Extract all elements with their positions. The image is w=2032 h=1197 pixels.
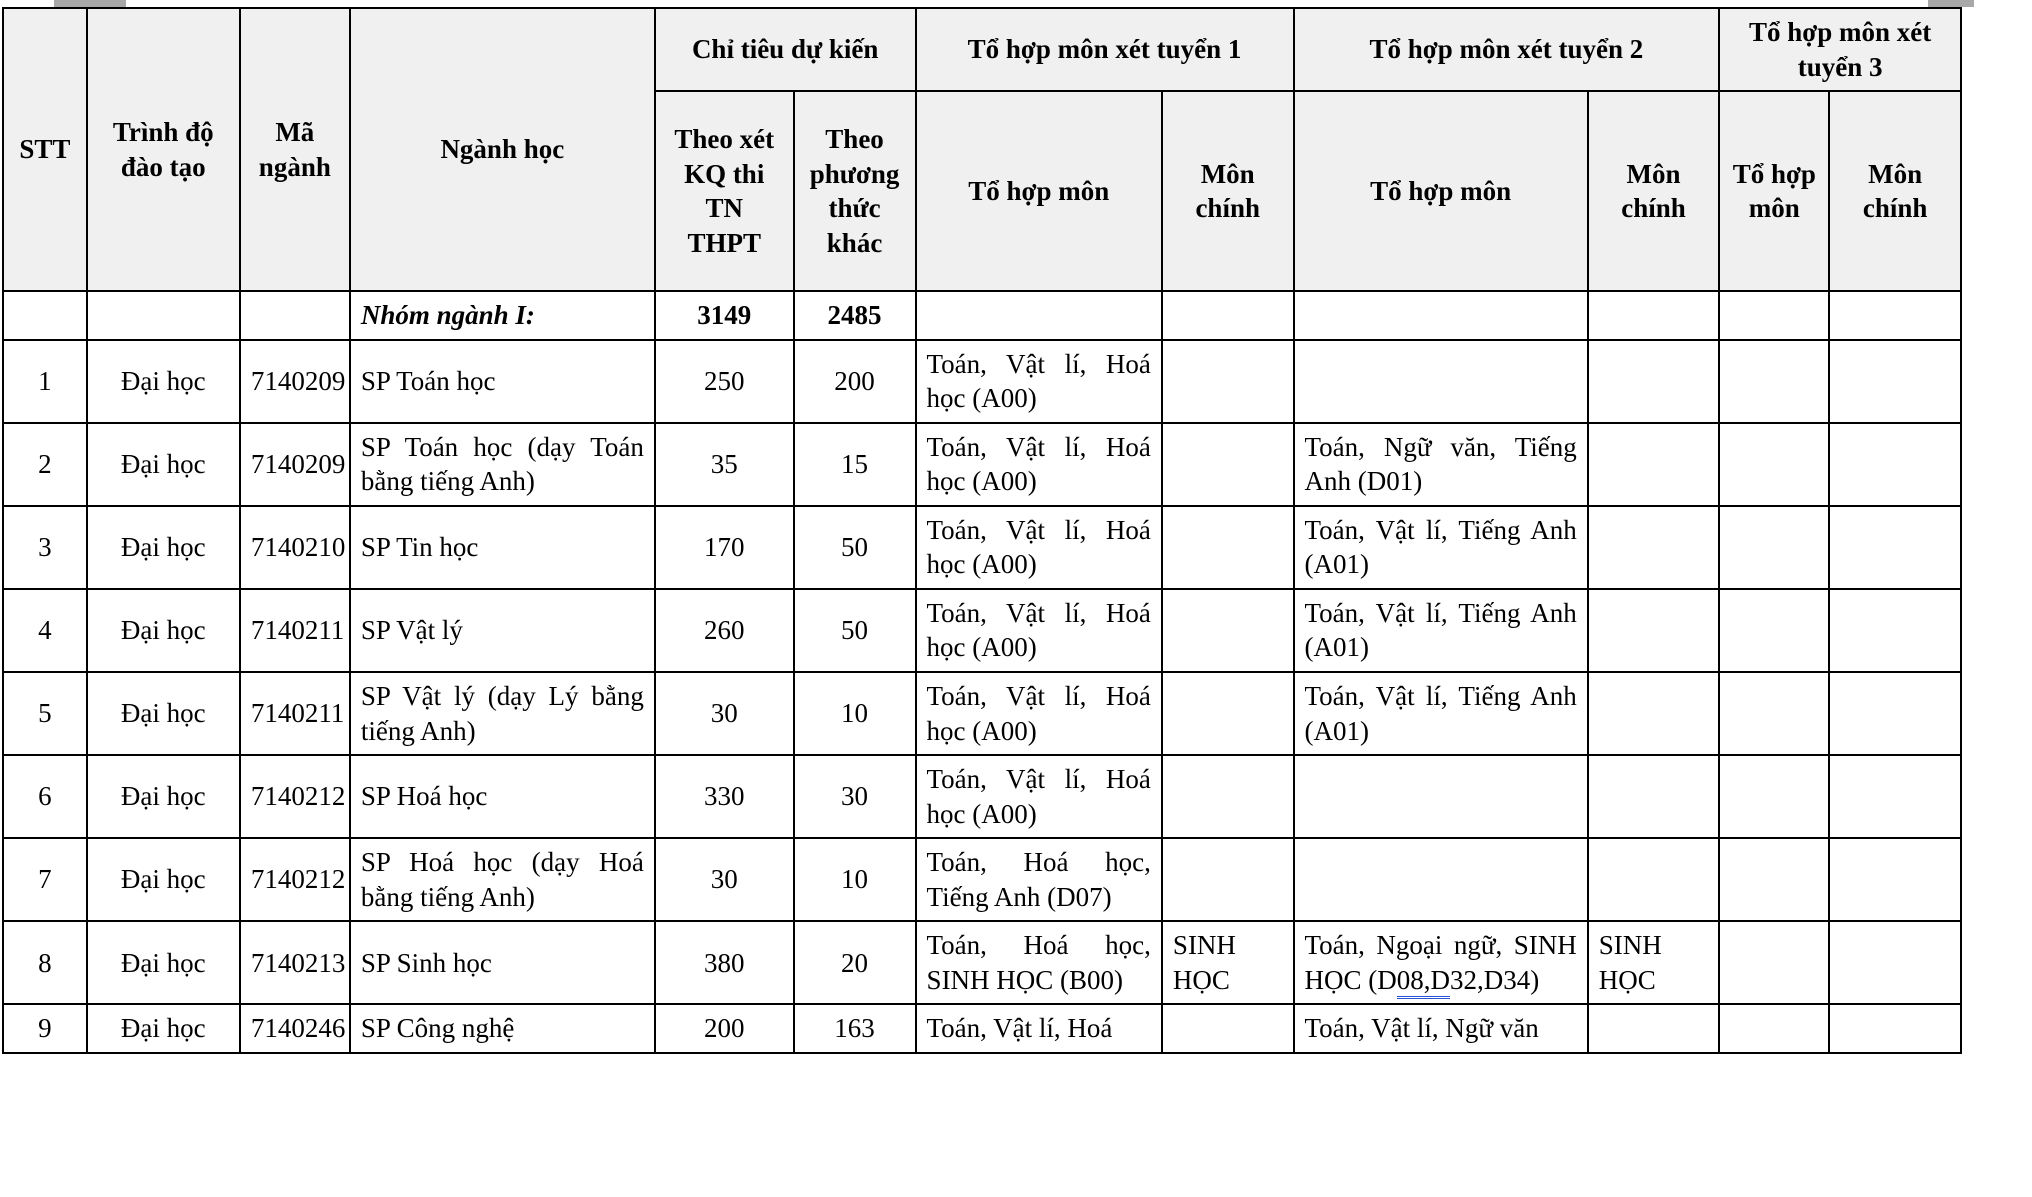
cell-main-subject-3 bbox=[1829, 672, 1961, 755]
group-label: Nhóm ngành I: bbox=[350, 291, 655, 340]
table-body bbox=[3, 291, 1961, 1053]
table-row bbox=[3, 340, 1961, 423]
cell-main-subject-1 bbox=[1162, 423, 1294, 506]
cell-quota-thpt: 200 bbox=[655, 1004, 794, 1053]
cell-stt: 3 bbox=[3, 506, 87, 589]
group-total-row bbox=[3, 291, 1961, 340]
cell-major-name: SP Vật lý bbox=[350, 589, 655, 672]
group-comb1 bbox=[916, 291, 1162, 340]
subheader-quota-thpt: Theo xét KQ thi TN THPT bbox=[655, 91, 794, 291]
admission-table-container bbox=[2, 7, 1964, 1054]
group-code-cell bbox=[240, 291, 350, 340]
subheader-comb3-main: Môn chính bbox=[1829, 91, 1961, 291]
cell-main-subject-3 bbox=[1829, 423, 1961, 506]
cell-major-code: 7140213 bbox=[240, 921, 350, 1004]
cell-main-subject-2 bbox=[1588, 672, 1720, 755]
cell-major-code: 7140209 bbox=[240, 340, 350, 423]
col-header-combination-3: Tổ hợp môn xét tuyển 3 bbox=[1719, 8, 1961, 91]
combination-text-suffix: 32,D34) bbox=[1450, 964, 1540, 995]
cell-major-name: SP Công nghệ bbox=[350, 1004, 655, 1053]
cell-combination-2 bbox=[1294, 921, 1588, 1004]
cell-main-subject-2 bbox=[1588, 1004, 1720, 1053]
cell-combination-2: Toán, Ngữ văn, Tiếng Anh (D01) bbox=[1294, 423, 1588, 506]
cell-main-subject-3 bbox=[1829, 1004, 1961, 1053]
cell-main-subject-1 bbox=[1162, 1004, 1294, 1053]
cell-combination-3 bbox=[1719, 838, 1829, 921]
cell-quota-thpt: 30 bbox=[655, 672, 794, 755]
table-header bbox=[3, 8, 1961, 291]
table-row bbox=[3, 589, 1961, 672]
col-header-major-name: Ngành học bbox=[350, 8, 655, 291]
cell-training-level: Đại học bbox=[87, 340, 240, 423]
cell-combination-2: Toán, Vật lí, Tiếng Anh (A01) bbox=[1294, 672, 1588, 755]
col-header-major-code: Mã ngành bbox=[240, 8, 350, 291]
cell-combination-3 bbox=[1719, 921, 1829, 1004]
cell-training-level: Đại học bbox=[87, 755, 240, 838]
cell-main-subject-3 bbox=[1829, 589, 1961, 672]
cell-major-name: SP Sinh học bbox=[350, 921, 655, 1004]
cell-major-name: SP Toán học bbox=[350, 340, 655, 423]
table-row bbox=[3, 1004, 1961, 1053]
table-row bbox=[3, 755, 1961, 838]
cell-combination-3 bbox=[1719, 755, 1829, 838]
cell-quota-other: 20 bbox=[794, 921, 916, 1004]
cell-main-subject-2 bbox=[1588, 838, 1720, 921]
cell-combination-1: Toán, Vật lí, Hoá học (A00) bbox=[916, 672, 1162, 755]
cell-quota-thpt: 30 bbox=[655, 838, 794, 921]
cell-main-subject-2 bbox=[1588, 340, 1720, 423]
cell-major-code: 7140211 bbox=[240, 672, 350, 755]
col-header-expected-quota: Chỉ tiêu dự kiến bbox=[655, 8, 916, 91]
col-header-training-level: Trình độ đào tạo bbox=[87, 8, 240, 291]
cell-combination-1: Toán, Vật lí, Hoá học (A00) bbox=[916, 340, 1162, 423]
cell-quota-thpt: 250 bbox=[655, 340, 794, 423]
cell-combination-1: Toán, Hoá học, Tiếng Anh (D07) bbox=[916, 838, 1162, 921]
cell-training-level: Đại học bbox=[87, 921, 240, 1004]
group-quota-other: 2485 bbox=[794, 291, 916, 340]
cell-stt: 1 bbox=[3, 340, 87, 423]
group-main2 bbox=[1588, 291, 1720, 340]
cell-combination-2: Toán, Vật lí, Tiếng Anh (A01) bbox=[1294, 589, 1588, 672]
cell-major-code: 7140209 bbox=[240, 423, 350, 506]
group-comb2 bbox=[1294, 291, 1588, 340]
cell-quota-other: 10 bbox=[794, 838, 916, 921]
cell-combination-3 bbox=[1719, 589, 1829, 672]
admission-quota-table bbox=[2, 7, 1962, 1054]
cell-training-level: Đại học bbox=[87, 506, 240, 589]
cell-major-name: SP Hoá học (dạy Hoá bằng tiếng Anh) bbox=[350, 838, 655, 921]
cell-quota-thpt: 380 bbox=[655, 921, 794, 1004]
cell-quota-thpt: 330 bbox=[655, 755, 794, 838]
group-level-cell bbox=[87, 291, 240, 340]
cell-training-level: Đại học bbox=[87, 1004, 240, 1053]
group-main3 bbox=[1829, 291, 1961, 340]
cell-main-subject-2 bbox=[1588, 506, 1720, 589]
cell-quota-thpt: 260 bbox=[655, 589, 794, 672]
cell-main-subject-1 bbox=[1162, 340, 1294, 423]
cell-main-subject-2 bbox=[1588, 423, 1720, 506]
table-row bbox=[3, 423, 1961, 506]
cell-training-level: Đại học bbox=[87, 838, 240, 921]
subheader-comb1-main: Môn chính bbox=[1162, 91, 1294, 291]
group-stt-cell bbox=[3, 291, 87, 340]
cell-combination-3 bbox=[1719, 340, 1829, 423]
cell-training-level: Đại học bbox=[87, 423, 240, 506]
cell-major-name: SP Tin học bbox=[350, 506, 655, 589]
cell-major-code: 7140210 bbox=[240, 506, 350, 589]
cell-quota-other: 10 bbox=[794, 672, 916, 755]
group-quota-thpt: 3149 bbox=[655, 291, 794, 340]
cell-major-name: SP Toán học (dạy Toán bằng tiếng Anh) bbox=[350, 423, 655, 506]
cell-main-subject-1 bbox=[1162, 672, 1294, 755]
cell-quota-other: 50 bbox=[794, 506, 916, 589]
cell-combination-1: Toán, Hoá học, SINH HỌC (B00) bbox=[916, 921, 1162, 1004]
table-row bbox=[3, 506, 1961, 589]
cell-combination-2 bbox=[1294, 755, 1588, 838]
cell-stt: 8 bbox=[3, 921, 87, 1004]
cell-main-subject-2 bbox=[1588, 755, 1720, 838]
scan-artifact-top-right bbox=[1928, 0, 1974, 7]
subheader-comb2-subjects: Tổ hợp môn bbox=[1294, 91, 1588, 291]
cell-quota-other: 15 bbox=[794, 423, 916, 506]
cell-combination-3 bbox=[1719, 1004, 1829, 1053]
cell-quota-other: 200 bbox=[794, 340, 916, 423]
subheader-comb3-subjects: Tổ hợp môn bbox=[1719, 91, 1829, 291]
cell-major-code: 7140211 bbox=[240, 589, 350, 672]
cell-combination-2 bbox=[1294, 340, 1588, 423]
subheader-comb2-main: Môn chính bbox=[1588, 91, 1720, 291]
cell-main-subject-3 bbox=[1829, 838, 1961, 921]
cell-stt: 5 bbox=[3, 672, 87, 755]
cell-main-subject-1: SINH HỌC bbox=[1162, 921, 1294, 1004]
cell-combination-1: Toán, Vật lí, Hoá học (A00) bbox=[916, 423, 1162, 506]
cell-combination-1: Toán, Vật lí, Hoá bbox=[916, 1004, 1162, 1053]
cell-combination-1: Toán, Vật lí, Hoá học (A00) bbox=[916, 589, 1162, 672]
cell-main-subject-3 bbox=[1829, 506, 1961, 589]
cell-main-subject-1 bbox=[1162, 589, 1294, 672]
cell-main-subject-3 bbox=[1829, 921, 1961, 1004]
cell-major-code: 7140246 bbox=[240, 1004, 350, 1053]
cell-stt: 7 bbox=[3, 838, 87, 921]
cell-stt: 4 bbox=[3, 589, 87, 672]
group-comb3 bbox=[1719, 291, 1829, 340]
cell-training-level: Đại học bbox=[87, 672, 240, 755]
table-row bbox=[3, 838, 1961, 921]
cell-combination-3 bbox=[1719, 423, 1829, 506]
cell-combination-3 bbox=[1719, 506, 1829, 589]
cell-major-name: SP Hoá học bbox=[350, 755, 655, 838]
subheader-quota-other: Theo phương thức khác bbox=[794, 91, 916, 291]
cell-combination-1: Toán, Vật lí, Hoá học (A00) bbox=[916, 506, 1162, 589]
cell-quota-thpt: 35 bbox=[655, 423, 794, 506]
col-header-combination-2: Tổ hợp môn xét tuyển 2 bbox=[1294, 8, 1720, 91]
cell-major-code: 7140212 bbox=[240, 838, 350, 921]
cell-stt: 6 bbox=[3, 755, 87, 838]
cell-stt: 2 bbox=[3, 423, 87, 506]
cell-main-subject-3 bbox=[1829, 755, 1961, 838]
cell-main-subject-2: SINH HỌC bbox=[1588, 921, 1720, 1004]
group-main1 bbox=[1162, 291, 1294, 340]
cell-main-subject-1 bbox=[1162, 506, 1294, 589]
cell-quota-thpt: 170 bbox=[655, 506, 794, 589]
col-header-stt: STT bbox=[3, 8, 87, 291]
cell-combination-2: Toán, Vật lí, Tiếng Anh (A01) bbox=[1294, 506, 1588, 589]
cell-major-code: 7140212 bbox=[240, 755, 350, 838]
cell-main-subject-1 bbox=[1162, 838, 1294, 921]
cell-main-subject-1 bbox=[1162, 755, 1294, 838]
col-header-combination-1: Tổ hợp môn xét tuyển 1 bbox=[916, 8, 1294, 91]
subheader-comb1-subjects: Tổ hợp môn bbox=[916, 91, 1162, 291]
cell-training-level: Đại học bbox=[87, 589, 240, 672]
table-row bbox=[3, 672, 1961, 755]
cell-quota-other: 163 bbox=[794, 1004, 916, 1053]
header-row-top bbox=[3, 8, 1961, 91]
table-row bbox=[3, 921, 1961, 1004]
cell-main-subject-2 bbox=[1588, 589, 1720, 672]
spellcheck-underline-text: 08,D bbox=[1397, 965, 1450, 999]
cell-major-name: SP Vật lý (dạy Lý bằng tiếng Anh) bbox=[350, 672, 655, 755]
cell-quota-other: 30 bbox=[794, 755, 916, 838]
scan-artifact-top-left bbox=[54, 0, 126, 7]
cell-combination-3 bbox=[1719, 672, 1829, 755]
cell-combination-1: Toán, Vật lí, Hoá học (A00) bbox=[916, 755, 1162, 838]
cell-quota-other: 50 bbox=[794, 589, 916, 672]
cell-stt: 9 bbox=[3, 1004, 87, 1053]
cell-combination-2 bbox=[1294, 838, 1588, 921]
cell-main-subject-3 bbox=[1829, 340, 1961, 423]
combination-text-prefix: Toán, Ngoại ngữ, SINH HỌC (D bbox=[1304, 930, 1577, 995]
cell-combination-2: Toán, Vật lí, Ngữ văn bbox=[1294, 1004, 1588, 1053]
